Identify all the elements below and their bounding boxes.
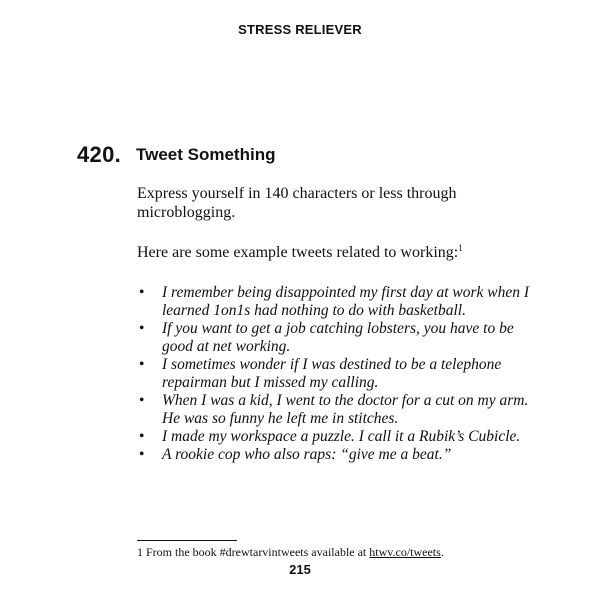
bullet: • <box>139 284 145 301</box>
footnote-divider <box>137 540 237 541</box>
footnote <box>137 545 444 559</box>
list-item <box>137 446 537 464</box>
footnote-end: . <box>440 545 444 559</box>
footnote-marker: 1 <box>458 243 463 253</box>
bullet: • <box>139 392 145 409</box>
tweet-text: If you want to get a job catching lobsters, you have to be good at net working. <box>162 320 514 355</box>
tweet-text: I made my workspace a puzzle. I call it a Rubik’s Cubicle. <box>162 428 521 445</box>
bullet: • <box>139 428 145 445</box>
list-item <box>137 428 537 446</box>
footnote-text: 1 From the book #drewtarvintweets available at <box>137 545 370 559</box>
running-header: STRESS RELIEVER <box>238 22 362 37</box>
lead-text: Here are some example tweets related to working: <box>137 244 459 261</box>
list-item <box>137 284 537 320</box>
list-item <box>137 320 537 356</box>
intro-paragraph: Express yourself in 140 characters or less through microblogging. <box>137 185 457 221</box>
list-item <box>137 356 537 392</box>
bullet: • <box>139 446 145 463</box>
tweet-text: When I was a kid, I went to the doctor for a cut on my arm. He was so funny he left me in stitches. <box>162 392 529 427</box>
lead-paragraph <box>137 243 497 262</box>
bullet: • <box>139 320 145 337</box>
entry-number: 420. <box>77 142 122 167</box>
page-number: 215 <box>289 562 311 577</box>
tweet-list <box>137 284 537 464</box>
tweet-text: I sometimes wonder if I was destined to be a telephone repairman but I missed my calling. <box>162 356 502 391</box>
entry-title: Tweet Something <box>136 145 276 164</box>
bullet: • <box>139 356 145 373</box>
list-item <box>137 392 537 428</box>
tweet-text: I remember being disappointed my first day at work when I learned 1on1s had nothing to do with basketball. <box>162 284 530 319</box>
footnote-link[interactable]: htwv.co/tweets <box>369 545 441 559</box>
tweet-text: A rookie cop who also raps: “give me a beat.” <box>162 446 452 463</box>
